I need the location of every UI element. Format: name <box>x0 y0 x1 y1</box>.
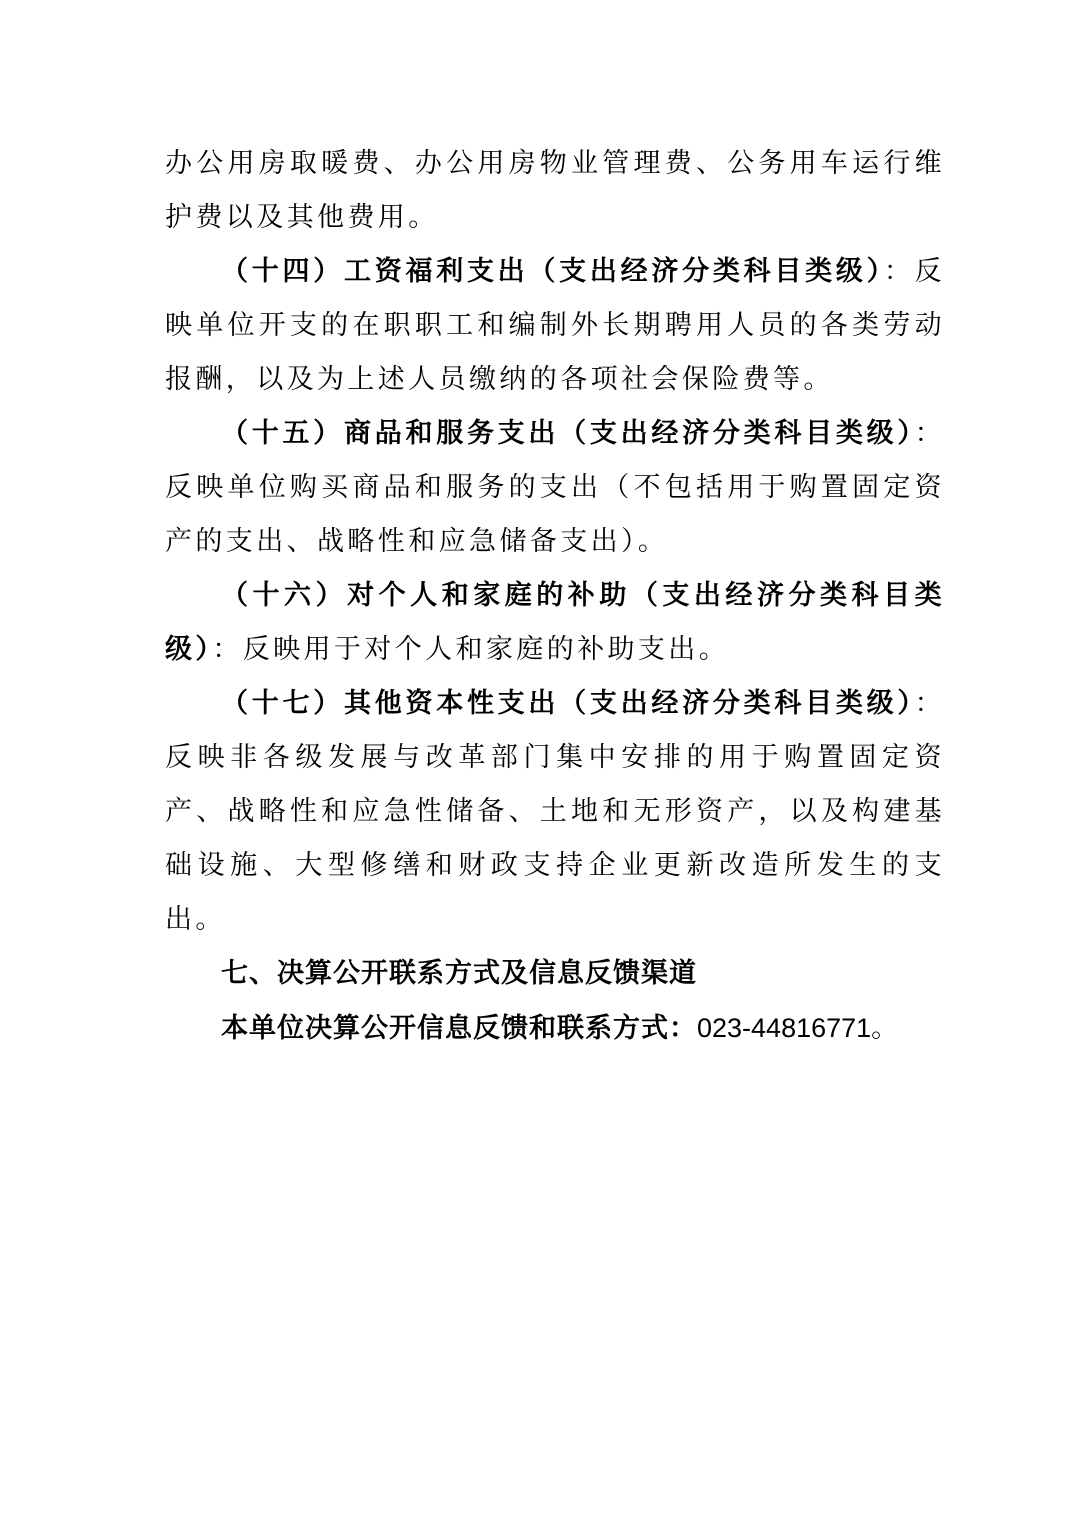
wage-welfare-body: ：反映单位开支的在职职工和编制外长期聘用人员的各类劳动报酬，以及为上述人员缴纳的各项社会保险费等。 <box>165 256 945 395</box>
contact-label: 本单位决算公开信息反馈和联系方式： <box>221 1013 697 1044</box>
household-subsidy-body: ：反映用于对个人和家庭的补助支出。 <box>212 634 730 665</box>
contact-phone-number: 023-44816771 <box>697 1013 872 1043</box>
section-heading-contact: 七、决算公开联系方式及信息反馈渠道 <box>221 958 697 989</box>
paragraph-office-costs <box>165 137 945 245</box>
paragraph-wage-welfare <box>165 245 945 407</box>
document-body <box>165 137 945 1056</box>
other-capital-body: ：反映非各级发展与改革部门集中安排的用于购置固定资产、战略性和应急性储备、土地和无形资产，以及构建基础设施、大型修缮和财政支持企业更新改造所发生的支出。 <box>165 688 945 935</box>
wage-welfare-title: （十四）工资福利支出（支出经济分类科目类级） <box>221 256 884 287</box>
goods-services-body: ：反映单位购买商品和服务的支出（不包括用于购置固定资产的支出、战略性和应急储备支出）。 <box>165 418 945 557</box>
household-subsidy-title: （十六）对个人和家庭的补助（支出经济分类科目类级） <box>165 580 945 665</box>
paragraph-office-costs-text: 办公用房取暖费、办公用房物业管理费、公务用车运行维护费以及其他费用。 <box>165 148 945 233</box>
goods-services-title: （十五）商品和服务支出（支出经济分类科目类级） <box>221 418 915 449</box>
contact-end-punctuation: 。 <box>871 1013 900 1044</box>
paragraph-household-subsidy <box>165 569 945 677</box>
other-capital-title: （十七）其他资本性支出（支出经济分类科目类级） <box>221 688 915 719</box>
paragraph-other-capital <box>165 677 945 947</box>
contact-line <box>165 1001 945 1056</box>
paragraph-goods-services <box>165 407 945 569</box>
